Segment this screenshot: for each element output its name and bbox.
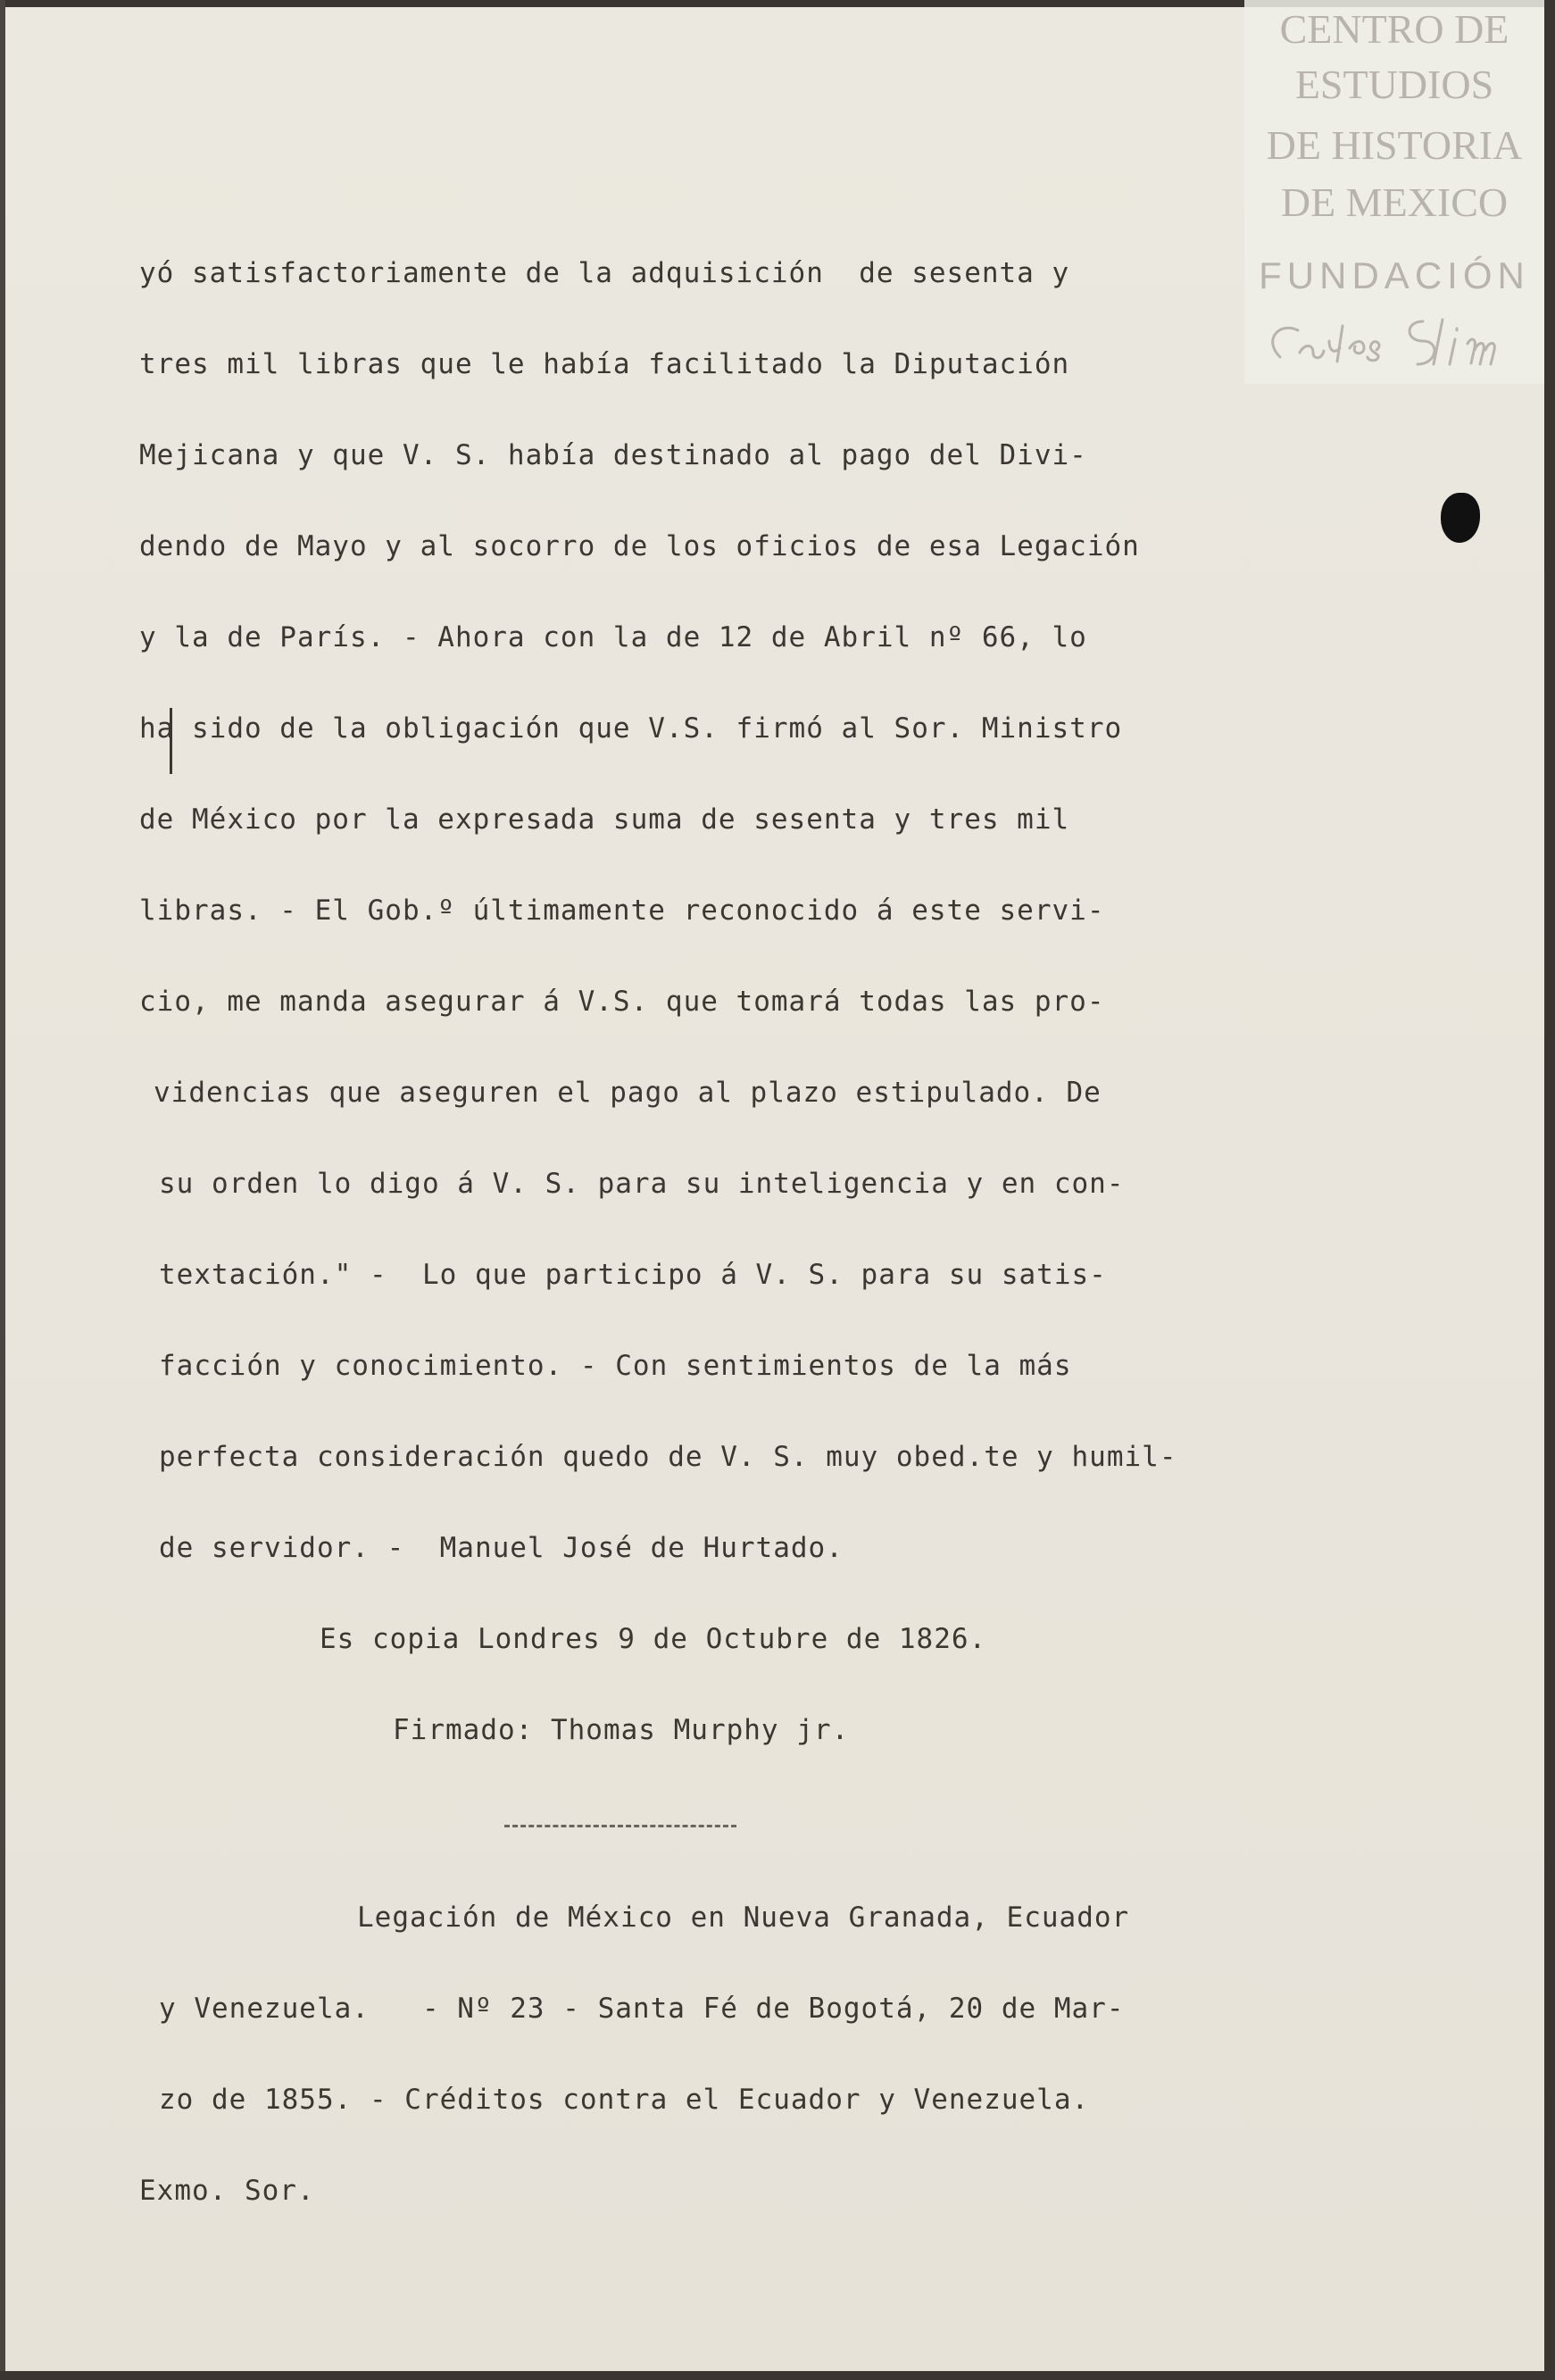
letter-line-14: perfecta consideración quedo de V. S. muy obed.te y humil-: [159, 1441, 1177, 1473]
carlos-slim-signature-logo: [1244, 304, 1544, 384]
letter-line-10: videncias que aseguren el pago al plazo estipulado. De: [154, 1077, 1102, 1109]
letter-line-2: tres mil libras que le había facilitado la Diputación: [139, 348, 1070, 380]
stamp-foundation: FUNDACIÓN: [1259, 254, 1530, 296]
letter-header-line-2: y Venezuela. - Nº 23 - Santa Fé de Bogotá, 20 de Mar-: [159, 1993, 1125, 2025]
letter-line-3: Mejicana y que V. S. había destinado al pago del Divi-: [139, 439, 1087, 471]
letter-line-5: y la de París. - Ahora con la de 12 de Abril nº 66, lo: [139, 621, 1087, 653]
letter-line-13: facción y conocimiento. - Con sentimientos de la más: [159, 1350, 1072, 1382]
letter-line-8: libras. - El Gob.º últimamente reconocido á este servi-: [139, 895, 1105, 927]
letter-header-line-1: Legación de México en Nueva Granada, Ecuador: [357, 1902, 1130, 1934]
letter-header-line-3: zo de 1855. - Créditos contra el Ecuador y Venezuela.: [159, 2084, 1090, 2116]
section-divider: [504, 1825, 736, 1827]
salutation-line: Exmo. Sor.: [139, 2175, 315, 2207]
letter-line-7: de México por la expresada suma de sesenta y tres mil: [139, 803, 1070, 836]
scan-border-right: [1544, 0, 1555, 2380]
letter-line-12: textación." - Lo que participo á V. S. para su satis-: [159, 1259, 1107, 1291]
ink-blot: [1441, 493, 1480, 543]
signed-by-line: Firmado: Thomas Murphy jr.: [393, 1714, 850, 1746]
stamp-line-1: CENTRO DE: [1279, 6, 1509, 52]
scan-border-bottom: [0, 2371, 1555, 2380]
letter-line-1: yó satisfactoriamente de la adquisición de sesenta y: [139, 257, 1070, 289]
letter-line-15: de servidor. - Manuel José de Hurtado.: [159, 1532, 844, 1564]
letter-line-4: dendo de Mayo y al socorro de los oficios de esa Legación: [139, 530, 1140, 562]
stamp-line-2: ESTUDIOS: [1294, 62, 1494, 107]
stamp-line-3: DE HISTORIA: [1266, 122, 1523, 168]
scan-border-left: [0, 0, 5, 2380]
stamp-line-4: DE MEXICO: [1280, 179, 1509, 225]
archive-watermark-stamp: [1244, 0, 1544, 384]
letter-line-6: ha sido de la obligación que V.S. firmó al Sor. Ministro: [139, 712, 1123, 745]
copy-certification-line: Es copia Londres 9 de Octubre de 1826.: [320, 1623, 987, 1655]
letter-line-9: cio, me manda asegurar á V.S. que tomará todas las pro-: [139, 986, 1105, 1018]
letter-line-11: su orden lo digo á V. S. para su inteligencia y en con-: [159, 1168, 1125, 1200]
